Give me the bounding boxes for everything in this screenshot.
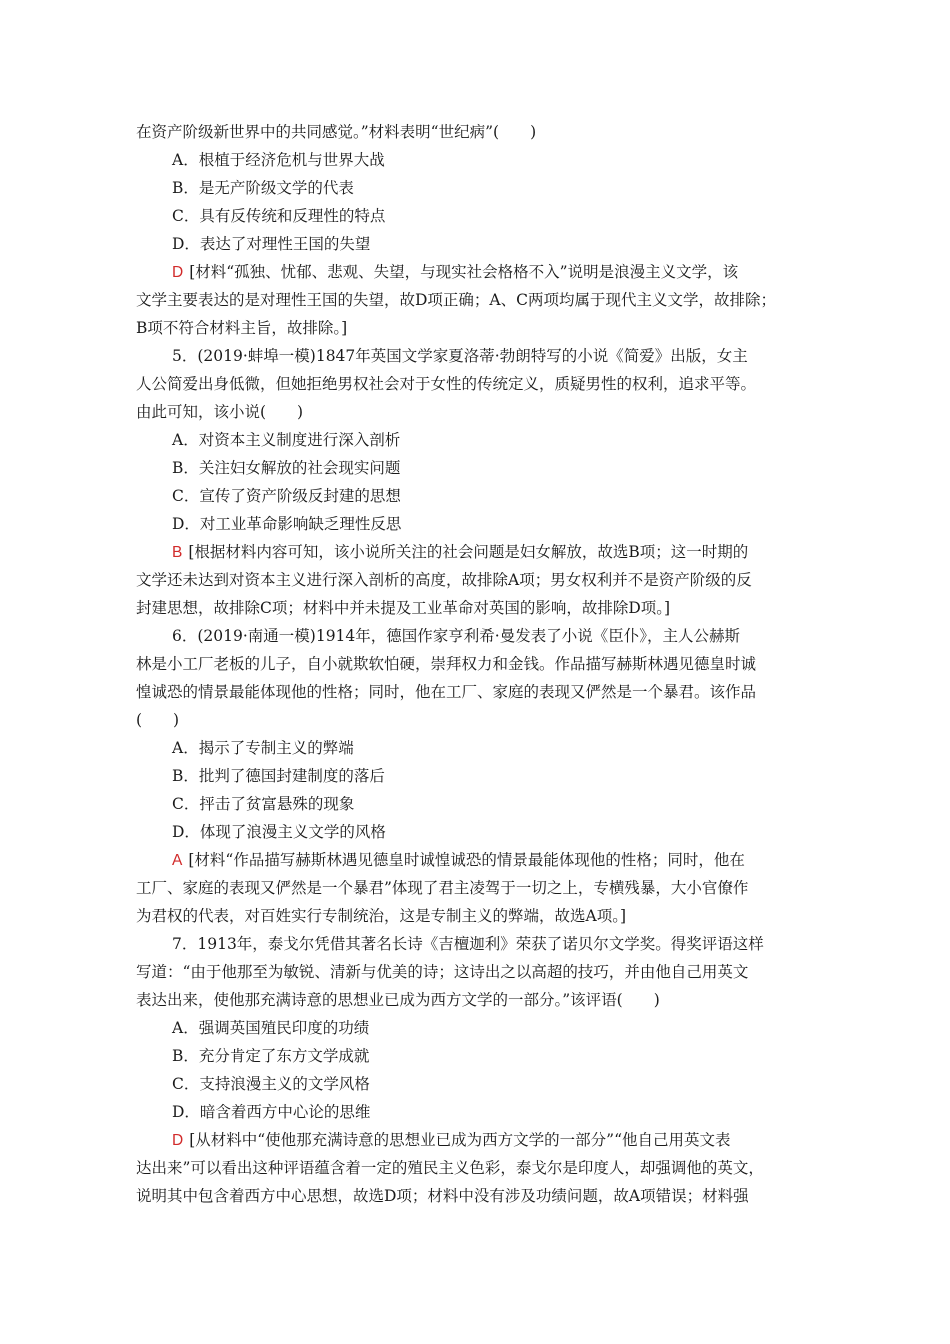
intro-line: 在资产阶级新世界中的共同感觉。”材料表明“世纪病”( ) [136, 123, 537, 141]
q7-explanation-line: 达出来”可以看出这种评语蕴含着一定的殖民主义色彩，泰戈尔是印度人，却强调他的英文， [136, 1159, 764, 1177]
q6-option-a: A．揭示了专制主义的弊端 [172, 739, 354, 757]
q5-option-c: C．宣传了资产阶级反封建的思想 [172, 487, 401, 505]
q6-stem-line: ( ) [136, 711, 180, 729]
q4-option-c: C．具有反传统和反理性的特点 [172, 207, 386, 225]
q5-option-d: D．对工业革命影响缺乏理性反思 [172, 515, 402, 533]
q5-explanation-line: B [根据材料内容可知，该小说所关注的社会问题是妇女解放，故选B项；这一时期的 [172, 543, 749, 561]
q4-option-a: A．根植于经济危机与世界大战 [172, 151, 385, 169]
q4-explanation-line: 文学主要表达的是对理性王国的失望，故D项正确；A、C两项均属于现代主义文学，故排除； [136, 291, 776, 309]
q5-stem-line: 人公简爱出身低微，但她拒绝男权社会对于女性的传统定义，质疑男性的权利，追求平等。 [136, 375, 757, 393]
q5-option-b: B．关注妇女解放的社会现实问题 [172, 459, 401, 477]
q4-explanation-line: B项不符合材料主旨，故排除。] [136, 319, 348, 337]
q5-stem-line: 由此可知，该小说( ) [136, 403, 304, 421]
q7-option-d: D．暗含着西方中心论的思维 [172, 1103, 371, 1121]
q6-stem-line: 6．(2019·南通一模)1914年，德国作家亨利希·曼发表了小说《臣仆》，主人公赫斯 [172, 627, 740, 645]
q6-explanation-line: 为君权的代表，对百姓实行专制统治，这是专制主义的弊端，故选A项。] [136, 907, 626, 925]
q6-explanation-line: 工厂、家庭的表现又俨然是一个暴君”体现了君主凌驾于一切之上，专横残暴，大小官僚作 [136, 879, 749, 897]
q4-answer-letter: D [172, 264, 184, 281]
q6-stem-line: 惶诚恐的情景最能体现他的性格；同时，他在工厂、家庭的表现又俨然是一个暴君。该作品 [136, 683, 757, 701]
q4-option-b: B．是无产阶级文学的代表 [172, 179, 354, 197]
q5-answer-letter: B [172, 544, 183, 561]
q4-explanation-line: D [材料“孤独、忧郁、悲观、失望，与现实社会格格不入”说明是浪漫主义文学，该 [172, 263, 739, 281]
q4-option-d: D．表达了对理性王国的失望 [172, 235, 371, 253]
q7-answer-letter: D [172, 1132, 184, 1149]
q6-explanation-line: A [材料“作品描写赫斯林遇见德皇时诚惶诚恐的情景最能体现他的性格；同时，他在 [172, 851, 745, 869]
q6-option-b: B．批判了德国封建制度的落后 [172, 767, 385, 785]
q7-stem-line: 7．1913年，泰戈尔凭借其著名长诗《吉檀迦利》荣获了诺贝尔文学奖。得奖评语这样 [172, 935, 764, 953]
q5-stem-line: 5．(2019·蚌埠一模)1847年英国文学家夏洛蒂·勃朗特写的小说《简爱》出版，女主 [172, 347, 748, 365]
q6-stem-line: 林是小工厂老板的儿子，自小就欺软怕硬，崇拜权力和金钱。作品描写赫斯林遇见德皇时诚 [136, 655, 757, 673]
q6-option-c: C．抨击了贫富悬殊的现象 [172, 795, 355, 813]
q7-stem-line: 写道：“由于他那至为敏锐、清新与优美的诗；这诗出之以高超的技巧，并由他自己用英文 [136, 963, 749, 981]
q7-explanation-line: D [从材料中“使他那充满诗意的思想业已成为西方文学的一部分”“他自己用英文表 [172, 1131, 731, 1149]
q7-option-a: A．强调英国殖民印度的功绩 [172, 1019, 370, 1037]
q7-option-b: B．充分肯定了东方文学成就 [172, 1047, 370, 1065]
q5-explanation-line: 文学还未达到对资本主义进行深入剖析的高度，故排除A项；男女权利并不是资产阶级的反 [136, 571, 752, 589]
q6-option-d: D．体现了浪漫主义文学的风格 [172, 823, 386, 841]
q7-stem-line: 表达出来，使他那充满诗意的思想业已成为西方文学的一部分。”该评语( ) [136, 991, 660, 1009]
q6-answer-letter: A [172, 852, 183, 869]
q5-explanation-line: 封建思想，故排除C项；材料中并未提及工业革命对英国的影响，故排除D项。] [136, 599, 671, 617]
q7-explanation-line: 说明其中包含着西方中心思想，故选D项；材料中没有涉及功绩问题，故A项错误；材料强 [136, 1187, 749, 1205]
q5-option-a: A．对资本主义制度进行深入剖析 [172, 431, 401, 449]
q7-option-c: C．支持浪漫主义的文学风格 [172, 1075, 370, 1093]
